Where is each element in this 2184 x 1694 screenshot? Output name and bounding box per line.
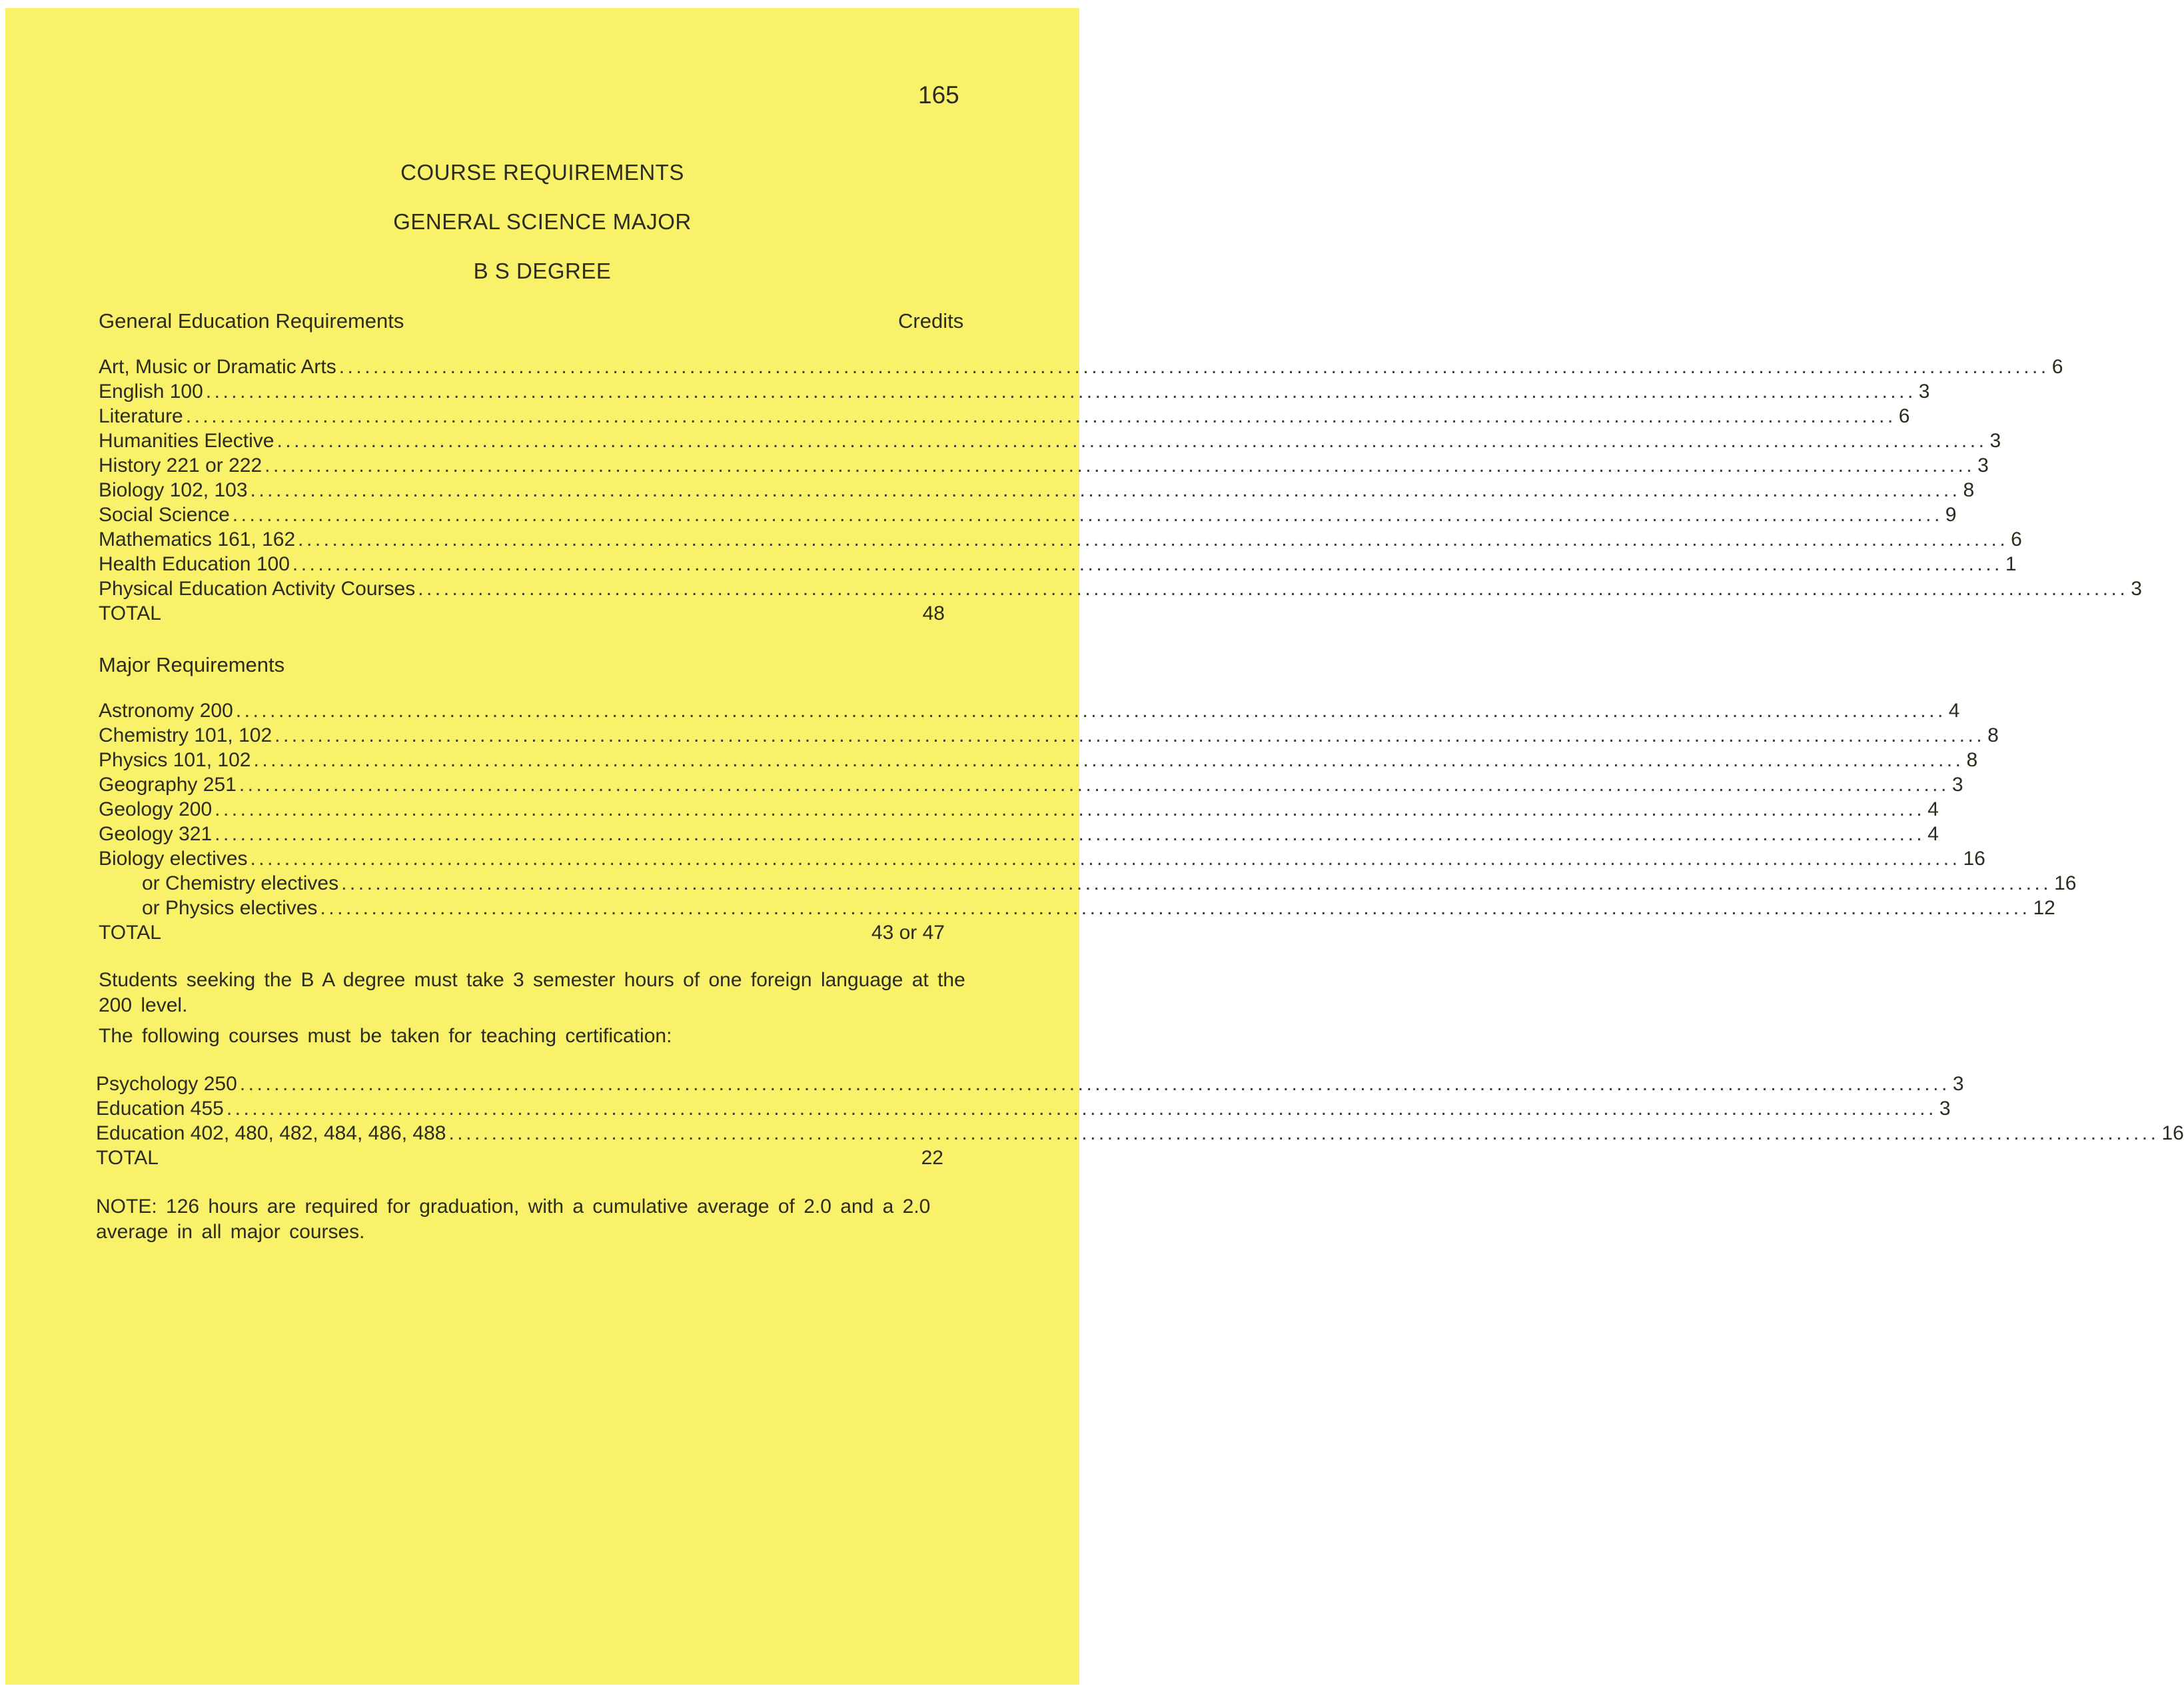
credits-column-heading: Credits bbox=[898, 309, 964, 333]
catalog-page bbox=[5, 8, 2184, 1685]
total-value: 43 or 47 bbox=[871, 922, 945, 944]
course-credits: 3 bbox=[1951, 774, 1963, 796]
total-label: TOTAL bbox=[96, 1147, 159, 1169]
course-name: English 100 bbox=[99, 381, 203, 403]
course-name: Mathematics 161, 162 bbox=[99, 528, 296, 550]
course-row: Chemistry 101, 102 ........................................................................................................................................................................................................ 8 bbox=[99, 724, 1999, 746]
graduation-note: NOTE: 126 hours are required for graduation, with a cumulative average of 2.0 and a 2.0 average in all major courses. bbox=[96, 1196, 931, 1243]
course-name: Health Education 100 bbox=[99, 553, 290, 575]
certification-list bbox=[96, 1072, 2184, 1170]
course-credits: 16 bbox=[2054, 872, 2077, 894]
major-requirements-heading: Major Requirements bbox=[99, 653, 285, 676]
course-name: Art, Music or Dramatic Arts bbox=[99, 356, 336, 378]
course-credits: 8 bbox=[1987, 724, 1999, 746]
course-credits: 12 bbox=[2033, 897, 2055, 919]
page-title: COURSE REQUIREMENTS bbox=[400, 160, 684, 185]
course-row: Health Education 100 ........................................................................................................................................................................................................ 1 bbox=[99, 553, 2017, 575]
course-row: Biology electives ........................................................................................................................................................................................................ 16 bbox=[99, 848, 1985, 870]
course-name: Literature bbox=[99, 405, 183, 427]
course-row: Literature ........................................................................................................................................................................................................ 6 bbox=[99, 405, 1910, 427]
course-row: Education 402, 480, 482, 484, 486, 488 ........................................................................................................................................................................................................ 16 bbox=[96, 1122, 2184, 1144]
course-name: Education 402, 480, 482, 484, 486, 488 bbox=[96, 1122, 446, 1144]
course-name: Physical Education Activity Courses bbox=[99, 578, 416, 600]
course-credits: 4 bbox=[1927, 823, 1939, 845]
course-credits: 3 bbox=[1952, 1073, 1964, 1095]
course-credits: 16 bbox=[1963, 848, 1985, 870]
course-credits: 8 bbox=[1963, 479, 1975, 501]
course-row: Psychology 250 ........................................................................................................................................................................................................ 3 bbox=[96, 1073, 1964, 1095]
course-row: Education 455 ........................................................................................................................................................................................................ 3 bbox=[96, 1098, 1951, 1120]
course-name: Biology electives bbox=[99, 848, 248, 870]
ba-degree-note: Students seeking the B A degree must take 3 semester hours of one foreign language at the 200 level. bbox=[99, 969, 965, 1016]
course-row: Geology 321 ........................................................................................................................................................................................................ 4 bbox=[99, 823, 1939, 845]
course-credits: 6 bbox=[2011, 528, 2022, 550]
course-name: Geology 200 bbox=[99, 798, 213, 820]
course-name: Psychology 250 bbox=[96, 1073, 237, 1095]
course-name: Physics 101, 102 bbox=[99, 749, 251, 771]
course-name: Astronomy 200 bbox=[99, 700, 233, 722]
course-name: Geology 321 bbox=[99, 823, 213, 845]
course-name: Biology 102, 103 bbox=[99, 479, 248, 501]
course-row: Physics 101, 102 ........................................................................................................................................................................................................ 8 bbox=[99, 749, 1978, 771]
course-name: or Physics electives bbox=[142, 897, 318, 919]
page-number: 165 bbox=[918, 81, 959, 109]
course-row: Social Science ........................................................................................................................................................................................................ 9 bbox=[99, 504, 1957, 526]
general-education-heading: General Education Requirements bbox=[99, 309, 404, 333]
total-row bbox=[96, 1146, 943, 1170]
course-row: or Physics electives ........................................................................................................................................................................................................ 12 bbox=[99, 896, 945, 920]
course-name: Humanities Elective bbox=[99, 430, 274, 452]
course-name: Chemistry 101, 102 bbox=[99, 724, 273, 746]
certification-intro: The following courses must be taken for teaching certification: bbox=[99, 1025, 672, 1047]
course-credits: 3 bbox=[1989, 430, 2001, 452]
total-row bbox=[99, 601, 945, 626]
course-name: or Chemistry electives bbox=[142, 872, 339, 894]
total-label: TOTAL bbox=[99, 922, 161, 944]
course-row: Geology 200 ........................................................................................................................................................................................................ 4 bbox=[99, 798, 1939, 820]
course-credits: 16 bbox=[2161, 1122, 2184, 1144]
course-row: Geography 251 ........................................................................................................................................................................................................ 3 bbox=[99, 774, 1963, 796]
course-row: Physical Education Activity Courses ........................................................................................................................................................................................................ 3 bbox=[99, 578, 2142, 600]
course-credits: 4 bbox=[1927, 798, 1939, 820]
course-name: Education 455 bbox=[96, 1098, 224, 1120]
major-requirements-list bbox=[99, 698, 2077, 945]
course-credits: 3 bbox=[1918, 381, 1930, 403]
course-row: English 100 ........................................................................................................................................................................................................ 3 bbox=[99, 381, 1930, 403]
course-name: Social Science bbox=[99, 504, 230, 526]
course-row: Mathematics 161, 162 ........................................................................................................................................................................................................ 6 bbox=[99, 528, 2022, 550]
major-heading: GENERAL SCIENCE MAJOR bbox=[393, 209, 692, 234]
course-credits: 1 bbox=[2005, 553, 2017, 575]
course-name: History 221 or 222 bbox=[99, 454, 263, 476]
total-label: TOTAL bbox=[99, 602, 161, 624]
course-credits: 6 bbox=[1898, 405, 1910, 427]
course-row: Biology 102, 103 ........................................................................................................................................................................................................ 8 bbox=[99, 479, 1975, 501]
course-row: Astronomy 200 ........................................................................................................................................................................................................ 4 bbox=[99, 700, 1960, 722]
course-credits: 3 bbox=[1939, 1098, 1951, 1120]
course-credits: 8 bbox=[1966, 749, 1978, 771]
course-credits: 6 bbox=[2051, 356, 2063, 378]
total-value: 22 bbox=[921, 1147, 943, 1169]
course-credits: 9 bbox=[1945, 504, 1957, 526]
course-credits: 3 bbox=[2131, 578, 2142, 600]
course-row: Art, Music or Dramatic Arts ........................................................................................................................................................................................................ 6 bbox=[99, 356, 2063, 378]
general-education-list bbox=[99, 355, 2142, 626]
course-credits: 4 bbox=[1948, 700, 1960, 722]
course-credits: 3 bbox=[1977, 454, 1989, 476]
degree-heading: B S DEGREE bbox=[473, 259, 612, 283]
total-value: 48 bbox=[922, 602, 945, 624]
course-row: History 221 or 222 ........................................................................................................................................................................................................ 3 bbox=[99, 454, 1989, 476]
total-row bbox=[99, 920, 945, 945]
course-name: Geography 251 bbox=[99, 774, 237, 796]
course-row: Humanities Elective ........................................................................................................................................................................................................ 3 bbox=[99, 430, 2001, 452]
course-row: or Chemistry electives ........................................................................................................................................................................................................ 16 bbox=[99, 871, 945, 896]
